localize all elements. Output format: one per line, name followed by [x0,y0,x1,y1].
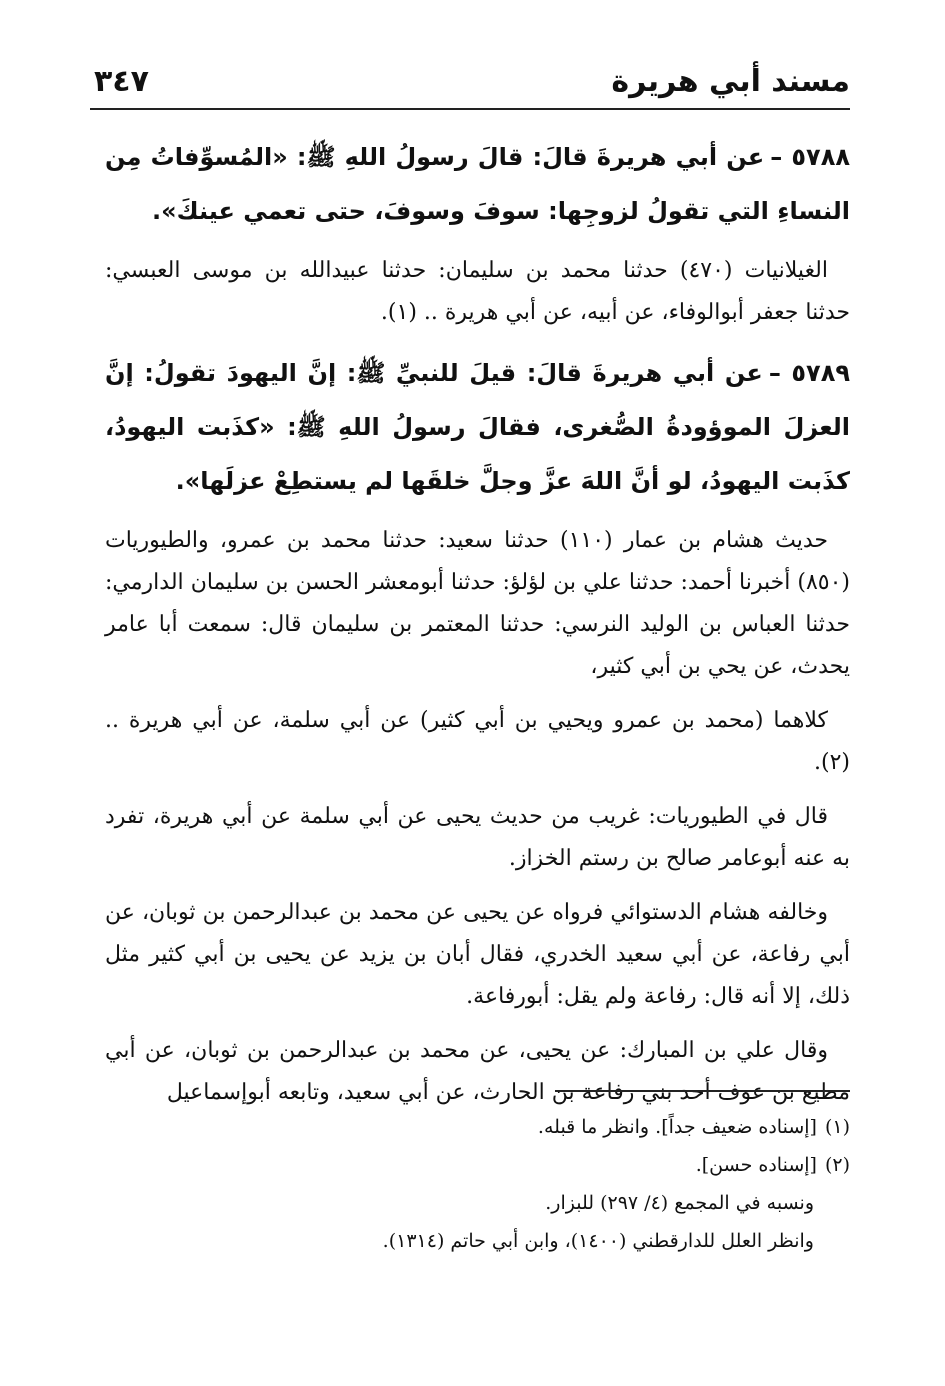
commentary-paragraph: قال في الطيوريات: غريب من حديث يحيى عن أبي سلمة عن أبي هريرة، تفرد به عنه أبوعامر صالح بن رستم الخزاز. [105,804,850,871]
footnote-text: [إسناده ضعيف جداً]. وانظر ما قبله. [537,1116,817,1138]
footnote-text: [إسناده حسن]. [695,1154,817,1176]
footnote-1 [105,1108,850,1146]
takhrij-paragraph: الغيلانيات (٤٧٠) حدثنا محمد بن سليمان: حدثنا عبيدالله بن موسى العبسي: حدثنا جعفر أبوالوفاء، عن أبيه، عن أبي هريرة .. (١). [105,258,850,325]
commentary-paragraph: وخالفه هشام الدستوائي فرواه عن يحيى عن محمد بن عبدالرحمن بن ثوبان، عن أبي رفاعة، عن أبي سعيد الخدري، فقال أبان بن يزيد عن يحيى بن أبي كثير مثل ذلك، إلا أنه قال: رفاعة ولم يقل: أبورفاعة. [105,900,850,1009]
hadith-5788 [105,130,850,238]
footnote-2-line: ونسبه في المجمع (٤/ ٢٩٧) للبزار. [545,1192,814,1214]
hadith-text: عن أبي هريرةَ قالَ: قالَ رسولُ اللهِ ﷺ: «المُسوِّفاتُ مِن النساءِ التي تقولُ لزوجِها: سوفَ وسوفَ، حتى تعمي عينكَ». [105,143,850,225]
takhrij-paragraph: كلاهما (محمد بن عمرو ويحيي بن أبي كثير) عن أبي سلمة، عن أبي هريرة .. (٢). [105,708,850,775]
footnotes [105,1108,850,1260]
main-text [105,130,850,1122]
takhrij-paragraph: حديث هشام بن عمار (١١٠) حدثنا سعيد: حدثنا محمد بن عمرو، والطيوريات (٨٥٠) أخبرنا أحمد: حدثنا علي بن لؤلؤ: حدثنا أبومعشر الحسن بن سليمان الدارمي: حدثنا العباس بن الوليد النرسي: حدثنا المعتمر بن سليمان قال: سمعت أبا عامر يحدث، عن يحي بن أبي كثير، [105,528,850,679]
hadith-number: ٥٧٨٩ – [768,359,850,387]
footnote-2 [105,1146,850,1184]
page-header [90,58,850,110]
footnote-number: (١) [824,1116,850,1138]
hadith-text: عن أبي هريرةَ قالَ: قيلَ للنبيِّ ﷺ: إنَّ اليهودَ تقولُ: إنَّ العزلَ الموؤودةُ الصُّغرى، فقالَ رسولُ اللهِ ﷺ: «كذَبت اليهودُ، كذَبت اليهودُ، لو أنَّ اللهَ عزَّ وجلَّ خلقَها لم يستطِعْ عزلَها». [105,359,850,495]
running-title: مسند أبي هريرة [611,64,850,99]
page-number: ٣٤٧ [94,64,149,99]
hadith-5789 [105,346,850,508]
footnote-2-line: وانظر العلل للدارقطني (١٤٠٠)، وابن أبي حاتم (١٣١٤). [382,1230,814,1252]
footnote-separator [555,1090,850,1092]
hadith-number: ٥٧٨٨ – [770,143,850,171]
footnote-number: (٢) [824,1154,850,1176]
commentary-paragraph: وقال علي بن المبارك: عن يحيى، عن محمد بن عبدالرحمن بن ثوبان، عن أبي مطيع بن عوف أحد بني رفاعة بن الحارث، عن أبي سعيد، وتابعه أبوإسماعيل [105,1038,850,1105]
